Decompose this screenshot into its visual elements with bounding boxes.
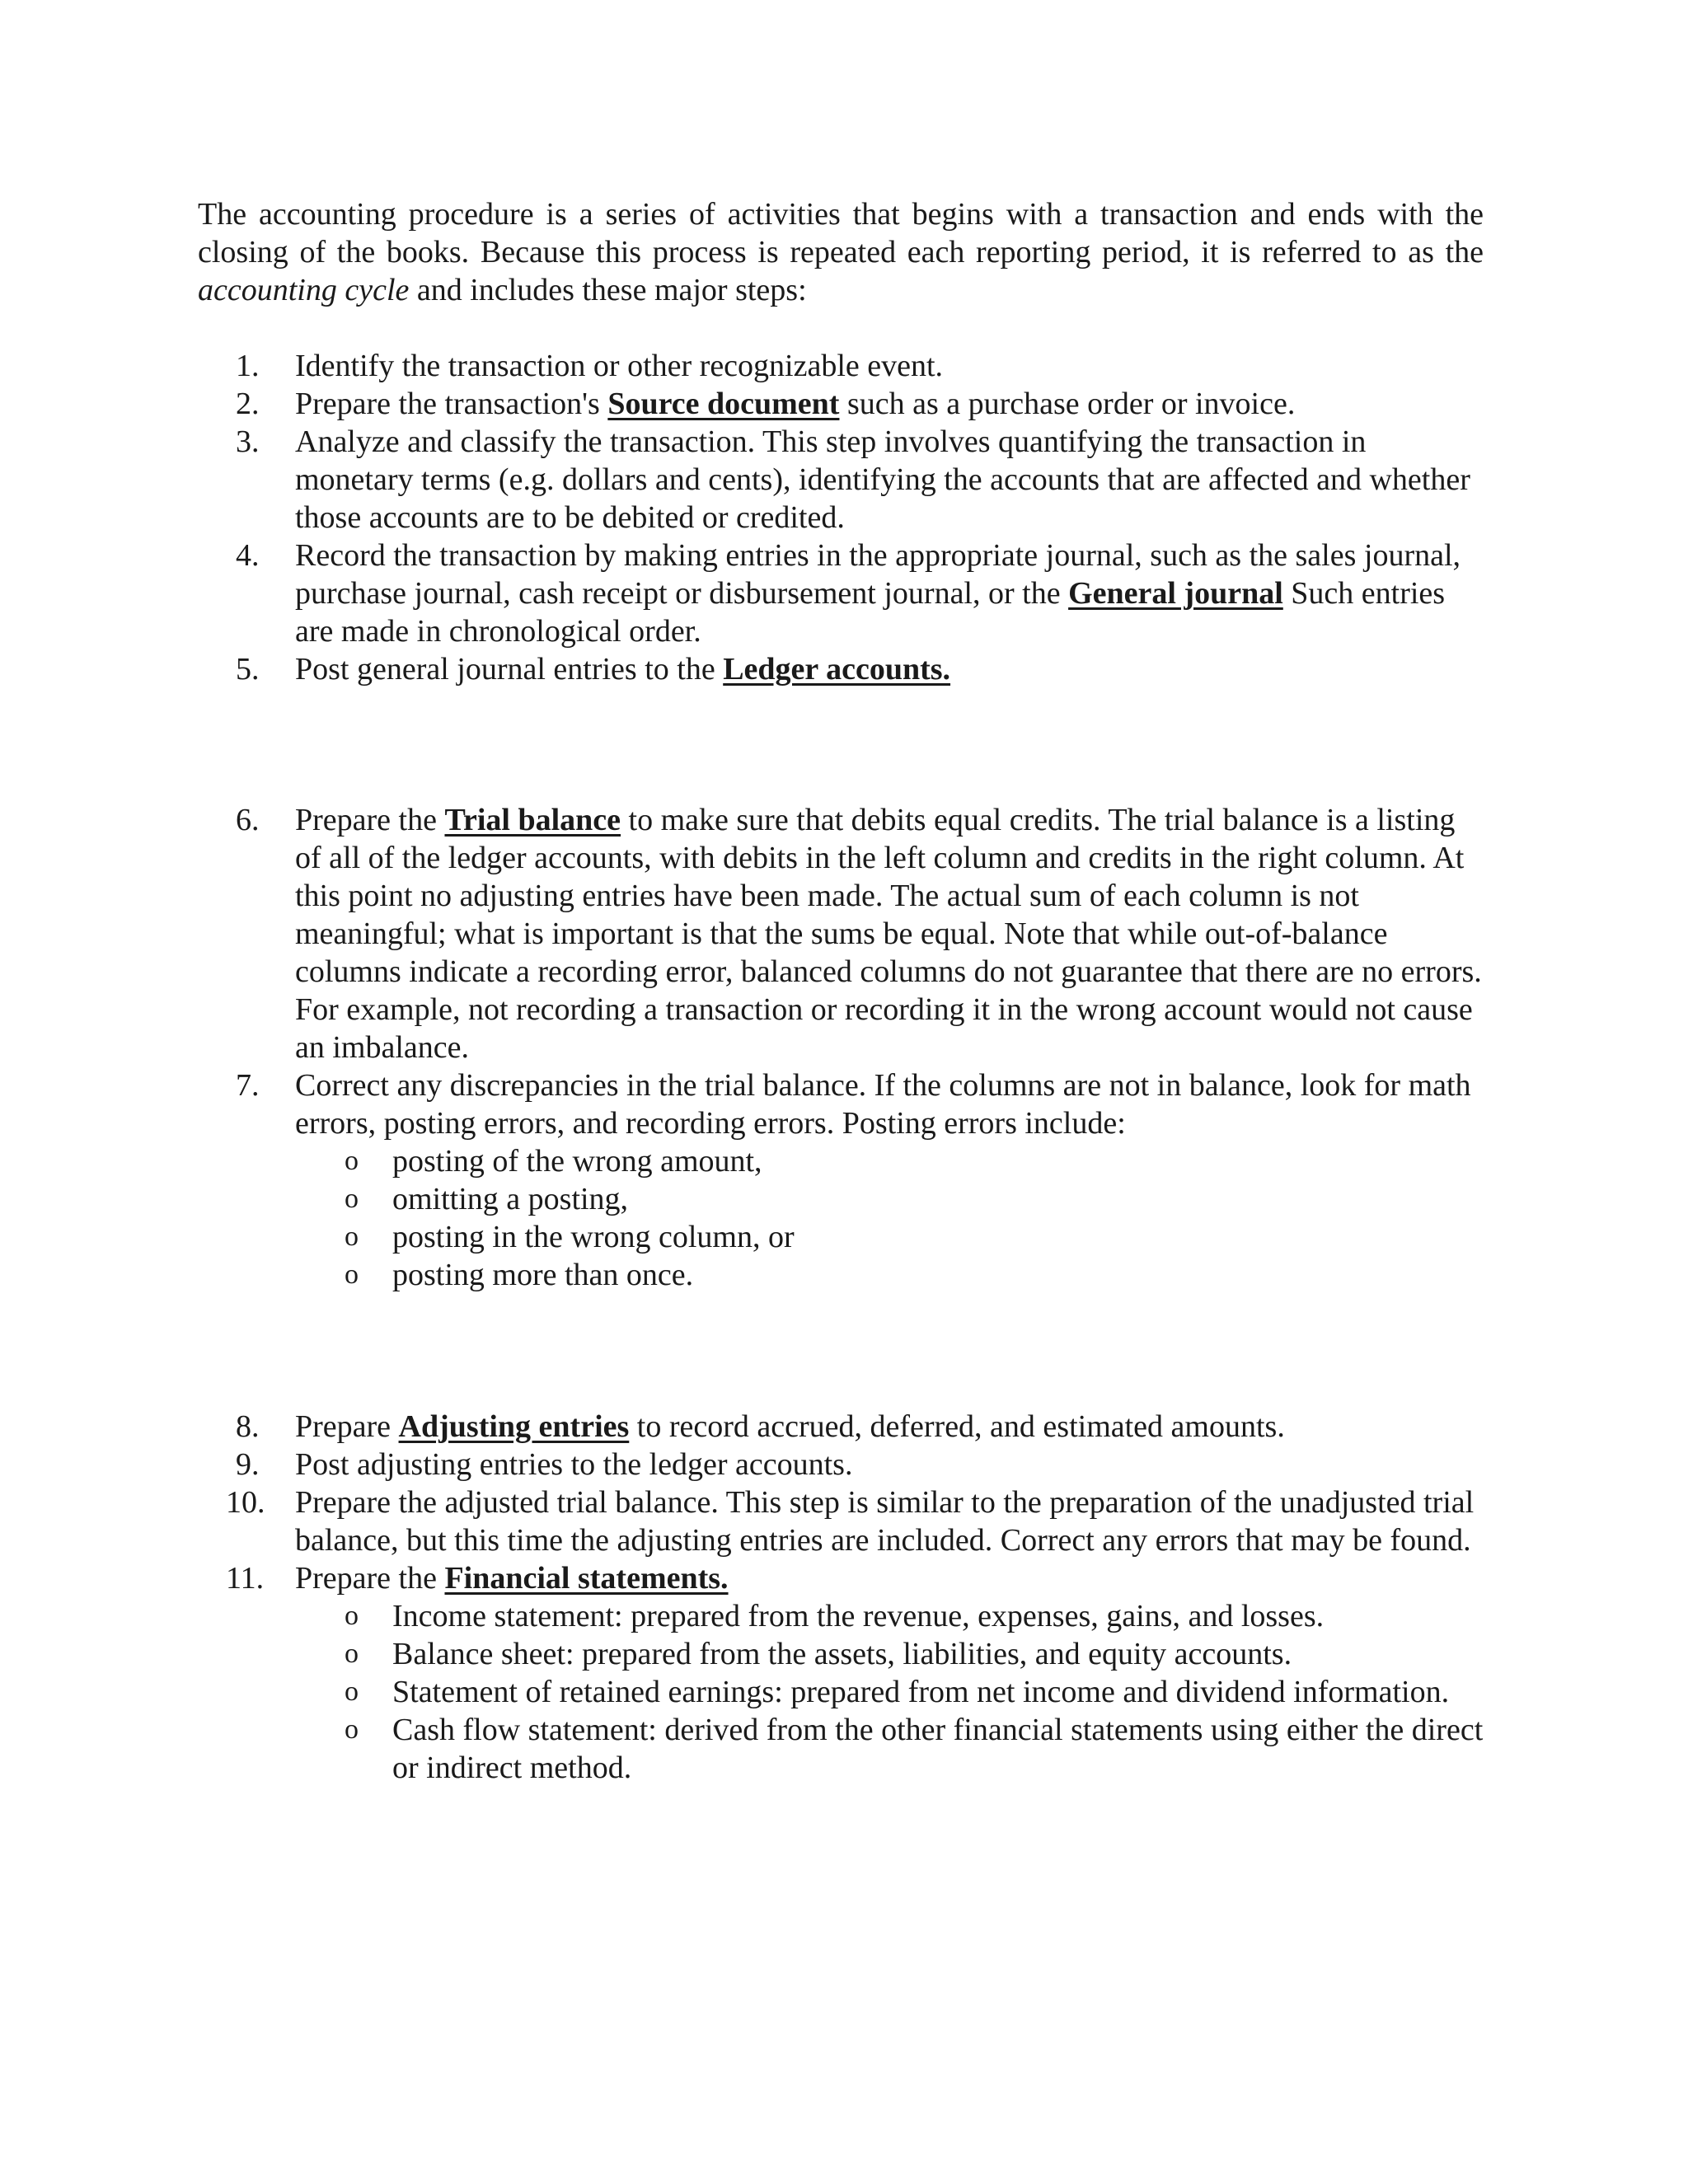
item-number: 11. xyxy=(226,1561,265,1596)
item-number: 9. xyxy=(236,1447,260,1482)
bullet-icon: o xyxy=(345,1259,359,1290)
bullet-icon: o xyxy=(345,1601,359,1631)
item-number: 7. xyxy=(236,1068,260,1103)
item-number: 5. xyxy=(236,652,260,687)
bullet-icon: o xyxy=(345,1221,359,1252)
general-journal-link[interactable]: General journal xyxy=(1068,576,1283,611)
bullet-icon: o xyxy=(345,1638,359,1669)
item-number: 1. xyxy=(236,349,260,383)
item-number: 2. xyxy=(236,387,260,421)
steps-list xyxy=(198,347,1484,1787)
item-text: to record accrued, deferred, and estimated amounts. xyxy=(629,1409,1285,1444)
item-text: Prepare the xyxy=(295,1561,445,1596)
list-item-6 xyxy=(198,801,1484,1066)
adjusting-entries-link[interactable]: Adjusting entries xyxy=(398,1409,630,1444)
sub-list-item xyxy=(196,1711,1484,1787)
sub-list-item xyxy=(196,1142,1484,1180)
source-document-link[interactable]: Source document xyxy=(607,387,840,421)
item-text: Such entries are made in chronological order. xyxy=(295,576,1446,649)
sub-item-text: posting of the wrong amount, xyxy=(392,1144,762,1179)
item-text: Prepare the adjusted trial balance. This step is similar to the preparation of the unadjusted trial balance, but this time the adjusting entries are included. Correct any errors that may be found. xyxy=(295,1485,1475,1558)
sub-list-item xyxy=(196,1218,1484,1256)
item-number: 6. xyxy=(236,803,260,837)
item-text: Post adjusting entries to the ledger accounts. xyxy=(295,1447,853,1482)
bullet-icon: o xyxy=(345,1714,359,1745)
list-item-4 xyxy=(198,537,1484,650)
item-text: Prepare xyxy=(295,1409,399,1444)
list-item-3 xyxy=(198,423,1484,537)
item-number: 8. xyxy=(236,1409,260,1444)
item-text: Prepare the xyxy=(295,803,445,837)
list-item-10 xyxy=(198,1483,1484,1559)
intro-paragraph xyxy=(198,195,1484,309)
item-text: Record the transaction by making entries in the appropriate journal, such as the sales journal, purchase journal, cash receipt or disbursement journal, or the xyxy=(295,538,1461,611)
financial-statements-link[interactable]: Financial statements. xyxy=(444,1561,729,1596)
sub-item-text: Balance sheet: prepared from the assets, liabilities, and equity accounts. xyxy=(392,1637,1292,1671)
bullet-icon: o xyxy=(345,1183,359,1214)
list-item-2 xyxy=(198,385,1484,423)
sub-list-item xyxy=(196,1256,1484,1294)
sub-item-text: posting more than once. xyxy=(392,1258,694,1292)
sub-list-item xyxy=(196,1180,1484,1218)
ledger-accounts-link[interactable]: Ledger accounts. xyxy=(723,652,951,687)
sub-item-text: omitting a posting, xyxy=(392,1182,629,1216)
item-number: 10. xyxy=(226,1485,265,1520)
list-item-8 xyxy=(198,1408,1484,1446)
item-text: Identify the transaction or other recognizable event. xyxy=(295,349,944,383)
intro-text-end: and includes these major steps: xyxy=(409,273,807,307)
item-text: Post general journal entries to the xyxy=(295,652,724,687)
sub-item-text: Cash flow statement: derived from the other financial statements using either the direct or indirect method. xyxy=(392,1713,1484,1785)
sub-item-text: Statement of retained earnings: prepared from net income and dividend information. xyxy=(392,1675,1450,1709)
item-text: such as a purchase order or invoice. xyxy=(839,387,1296,421)
item-text: Analyze and classify the transaction. This step involves quantifying the transaction in monetary terms (e.g. dollars and cents), identifying the accounts that are affected and whether those accounts are to be debited or credited. xyxy=(295,424,1470,535)
document-page xyxy=(198,195,1484,1787)
item-text: Prepare the transaction's xyxy=(295,387,608,421)
sub-list-item xyxy=(196,1597,1484,1635)
list-item-11 xyxy=(198,1559,1484,1787)
intro-text: The accounting procedure is a series of activities that begins with a transaction and ends with the closing of the books. Because this process is repeated each reporting period, it is referred to as the xyxy=(198,197,1484,269)
list-item-1 xyxy=(198,347,1484,385)
list-item-9 xyxy=(198,1446,1484,1483)
item-text: Correct any discrepancies in the trial balance. If the columns are not in balance, look for math errors, posting errors, and recording errors. Posting errors include: xyxy=(295,1068,1471,1141)
sub-list-item xyxy=(196,1673,1484,1711)
item-number: 3. xyxy=(236,424,260,459)
item-text: to make sure that debits equal credits. The trial balance is a listing of all of the ledger accounts, with debits in the left column and credits in the right column. At this point no adjusting entries have been made. The actual sum of each column is not meaningful; what is important is that the sums be equal. Note that while out-of-balance columns indicate a recording error, balanced columns do not guarantee that there are no errors. For example, not recording a transaction or recording it in the wrong account would not cause an imbalance. xyxy=(295,803,1482,1065)
item-number: 4. xyxy=(236,538,260,573)
bullet-icon: o xyxy=(345,1676,359,1707)
list-item-5 xyxy=(198,650,1484,688)
intro-emphasis: accounting cycle xyxy=(198,273,410,307)
sub-item-text: Income statement: prepared from the revenue, expenses, gains, and losses. xyxy=(392,1599,1325,1633)
bullet-icon: o xyxy=(345,1146,359,1176)
sub-item-text: posting in the wrong column, or xyxy=(392,1220,795,1254)
list-item-7 xyxy=(198,1066,1484,1294)
trial-balance-link[interactable]: Trial balance xyxy=(444,803,621,837)
sub-list-item xyxy=(196,1635,1484,1673)
